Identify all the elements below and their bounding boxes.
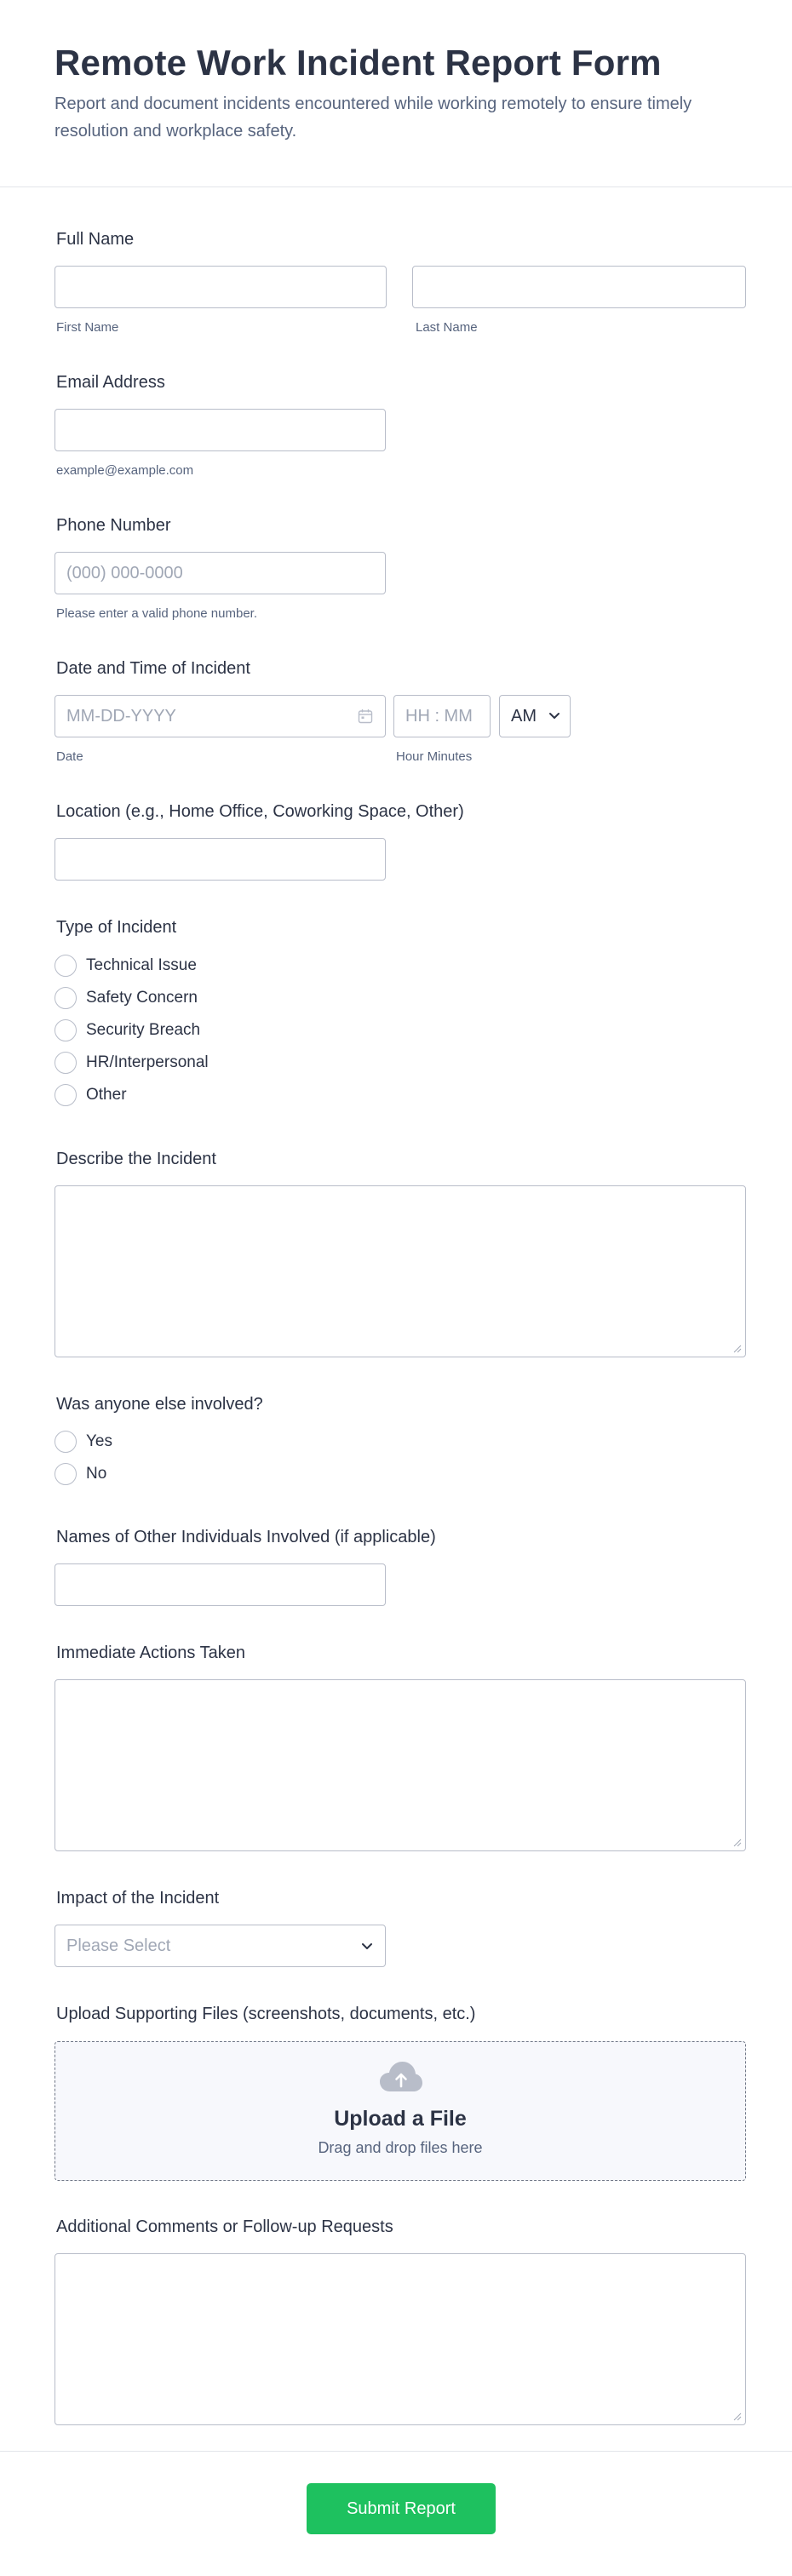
radio-button[interactable] bbox=[55, 987, 77, 1009]
resize-handle-icon[interactable] bbox=[733, 1345, 742, 1353]
ampm-select[interactable] bbox=[499, 695, 571, 737]
upload-subtitle: Drag and drop files here bbox=[318, 2139, 483, 2156]
actions-textarea[interactable] bbox=[55, 1679, 746, 1851]
describe-textarea[interactable] bbox=[55, 1185, 746, 1357]
email-sublabel: example@example.com bbox=[56, 463, 194, 478]
actions-label: Immediate Actions Taken bbox=[56, 1644, 245, 1662]
date-sublabel: Date bbox=[56, 749, 83, 764]
last-name-sublabel: Last Name bbox=[416, 320, 478, 335]
email-input[interactable] bbox=[55, 409, 386, 451]
radio-label: Other bbox=[86, 1086, 127, 1104]
radio-button[interactable] bbox=[55, 1084, 77, 1106]
phone-label: Phone Number bbox=[56, 516, 171, 535]
radio-button[interactable] bbox=[55, 1019, 77, 1041]
comments-label: Additional Comments or Follow-up Requests bbox=[56, 2217, 393, 2236]
first-name-input[interactable] bbox=[55, 266, 387, 308]
calendar-icon[interactable] bbox=[358, 709, 373, 724]
radio-button[interactable] bbox=[55, 1431, 77, 1453]
datetime-label: Date and Time of Incident bbox=[56, 659, 250, 678]
resize-handle-icon[interactable] bbox=[733, 1839, 742, 1847]
date-placeholder: MM-DD-YYYY bbox=[66, 707, 176, 726]
impact-select[interactable] bbox=[55, 1925, 386, 1967]
upload-title: Upload a File bbox=[334, 2107, 467, 2131]
email-label: Email Address bbox=[56, 373, 165, 392]
radio-label: No bbox=[86, 1465, 107, 1483]
radio-label: Yes bbox=[86, 1432, 112, 1450]
chevron-down-icon bbox=[548, 712, 560, 720]
phone-placeholder: (000) 000-0000 bbox=[66, 564, 183, 582]
form-title: Remote Work Incident Report Form bbox=[55, 43, 662, 83]
radio-button[interactable] bbox=[55, 955, 77, 977]
file-upload-dropzone[interactable] bbox=[55, 2041, 746, 2181]
chevron-down-icon bbox=[361, 1942, 373, 1951]
form-header bbox=[0, 0, 792, 187]
names-involved-input[interactable] bbox=[55, 1563, 386, 1606]
full-name-label: Full Name bbox=[56, 230, 135, 249]
incident-type-label: Type of Incident bbox=[56, 918, 177, 937]
resize-handle-icon[interactable] bbox=[733, 2412, 742, 2421]
phone-sublabel: Please enter a valid phone number. bbox=[56, 606, 257, 621]
form-footer bbox=[0, 2451, 792, 2576]
phone-input[interactable] bbox=[55, 552, 386, 594]
radio-button[interactable] bbox=[55, 1052, 77, 1074]
first-name-sublabel: First Name bbox=[56, 320, 119, 335]
date-input[interactable] bbox=[55, 695, 386, 737]
radio-label: Safety Concern bbox=[86, 989, 198, 1007]
time-input[interactable] bbox=[393, 695, 491, 737]
comments-textarea[interactable] bbox=[55, 2253, 746, 2425]
location-label: Location (e.g., Home Office, Coworking Space, Other) bbox=[56, 802, 464, 821]
upload-label: Upload Supporting Files (screenshots, documents, etc.) bbox=[56, 2005, 476, 2023]
names-involved-label: Names of Other Individuals Involved (if applicable) bbox=[56, 1528, 436, 1546]
describe-label: Describe the Incident bbox=[56, 1150, 216, 1168]
radio-label: HR/Interpersonal bbox=[86, 1053, 209, 1071]
time-sublabel: Hour Minutes bbox=[396, 749, 473, 764]
form-subtitle: Report and document incidents encountered while working remotely to ensure timely resolution and workplace safety. bbox=[55, 95, 692, 141]
ampm-value: AM bbox=[511, 707, 537, 726]
radio-label: Security Breach bbox=[86, 1021, 201, 1039]
others-involved-label: Was anyone else involved? bbox=[56, 1395, 263, 1414]
time-placeholder: HH : MM bbox=[405, 707, 473, 726]
impact-label: Impact of the Incident bbox=[56, 1889, 220, 1908]
radio-label: Technical Issue bbox=[86, 956, 197, 974]
impact-placeholder: Please Select bbox=[66, 1936, 171, 1955]
submit-button[interactable]: Submit Report bbox=[307, 2483, 496, 2534]
last-name-input[interactable] bbox=[412, 266, 746, 308]
cloud-upload-icon bbox=[379, 2061, 423, 2095]
radio-button[interactable] bbox=[55, 1463, 77, 1485]
location-input[interactable] bbox=[55, 838, 386, 881]
